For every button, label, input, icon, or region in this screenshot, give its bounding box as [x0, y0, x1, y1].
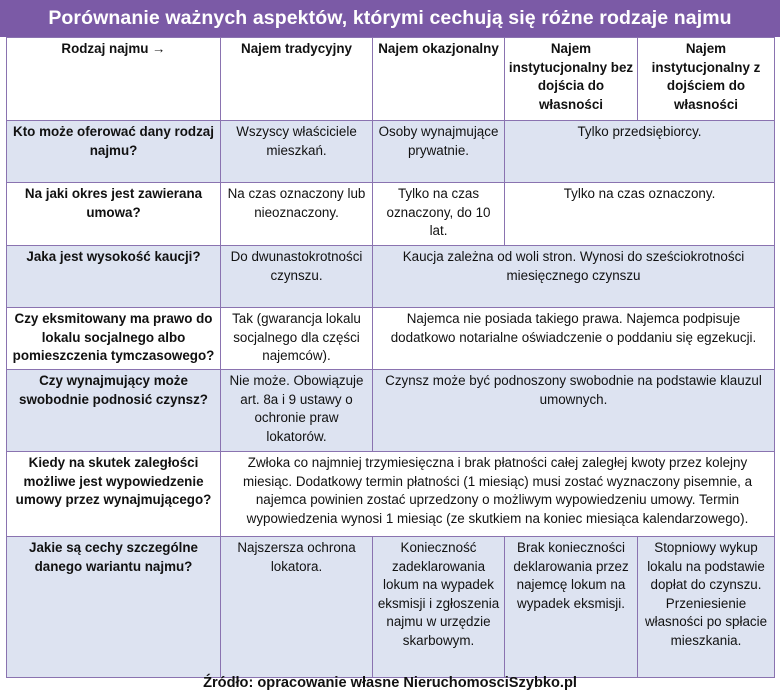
cell-tradycyjny: Nie może. Obowiązuje art. 8a i 9 ustawy o ochronie praw lokatorów. — [221, 370, 373, 452]
header-rodzaj-najmu: Rodzaj najmu → — [7, 38, 221, 121]
cell-tradycyjny: Do dwunastokrotności czynszu. — [221, 246, 373, 308]
cell-wszystkie: Zwłoka co najmniej trzymiesięczna i brak płatności całej zaległej kwoty przez kolejny miesiąc. Dodatkowy termin płatności (1 miesiąc) musi zostać wyznaczony pisemnie, a najemca powinien zostać uprzedzony o możliwym wypowiedzeniu umowy. Termin wypowiedzenia wynosi 1 miesiąc (ze skutkiem na koniec miesiąca kalendarzowego). — [221, 452, 775, 537]
cell-tradycyjny: Tak (gwarancja lokalu socjalnego dla części najemców). — [221, 308, 373, 370]
table-row — [7, 452, 775, 537]
cell-pozostale: Kaucja zależna od woli stron. Wynosi do sześciokrotności miesięcznego czynszu — [373, 246, 775, 308]
cell-instytucjonalny: Tylko przedsiębiorcy. — [505, 121, 775, 183]
header-najem-okazjonalny: Najem okazjonalny — [373, 38, 505, 121]
cell-inst-bez: Brak konieczności deklarowania przez najemcę lokum na wypadek eksmisji. — [505, 537, 638, 678]
table-row — [7, 308, 775, 370]
table-title: Porównanie ważnych aspektów, którymi cechują się różne rodzaje najmu — [0, 0, 780, 37]
cell-inst-z: Stopniowy wykup lokalu na podstawie dopłat do czynszu. Przeniesienie własności po spłacie mieszkania. — [638, 537, 775, 678]
cell-pozostale: Najemca nie posiada takiego prawa. Najemca podpisuje dodatkowo notarialne oświadczenie o poddaniu się egzekucji. — [373, 308, 775, 370]
row-question: Czy wynajmujący może swobodnie podnosić czynsz? — [7, 370, 221, 452]
header-row — [7, 38, 775, 121]
cell-okazjonalny: Osoby wynajmujące prywatnie. — [373, 121, 505, 183]
cell-tradycyjny: Najszersza ochrona lokatora. — [221, 537, 373, 678]
cell-tradycyjny: Na czas oznaczony lub nieoznaczony. — [221, 183, 373, 246]
header-najem-instytucjonalny-z: Najem instytucjonalny z dojściem do własności — [638, 38, 775, 121]
table-row — [7, 537, 775, 678]
cell-tradycyjny: Wszyscy właściciele mieszkań. — [221, 121, 373, 183]
cell-okazjonalny: Tylko na czas oznaczony, do 10 lat. — [373, 183, 505, 246]
comparison-table — [6, 37, 775, 678]
table-row — [7, 370, 775, 452]
cell-okazjonalny: Konieczność zadeklarowania lokum na wypadek eksmisji i zgłoszenia najmu w urzędzie skarbowym. — [373, 537, 505, 678]
table-row — [7, 121, 775, 183]
table-row — [7, 183, 775, 246]
source-note: Źródło: opracowanie własne NieruchomosciSzybko.pl — [203, 675, 577, 691]
row-question: Na jaki okres jest zawierana umowa? — [7, 183, 221, 246]
row-question: Kto może oferować dany rodzaj najmu? — [7, 121, 221, 183]
cell-pozostale: Czynsz może być podnoszony swobodnie na podstawie klauzul umownych. — [373, 370, 775, 452]
cell-instytucjonalny: Tylko na czas oznaczony. — [505, 183, 775, 246]
header-najem-tradycyjny: Najem tradycyjny — [221, 38, 373, 121]
table-row — [7, 246, 775, 308]
header-najem-instytucjonalny-bez: Najem instytucjonalny bez dojścia do własności — [505, 38, 638, 121]
row-question: Czy eksmitowany ma prawo do lokalu socjalnego albo pomieszczenia tymczasowego? — [7, 308, 221, 370]
row-question: Jakie są cechy szczególne danego wariantu najmu? — [7, 537, 221, 678]
row-question: Kiedy na skutek zaległości możliwe jest wypowiedzenie umowy przez wynajmującego? — [7, 452, 221, 537]
row-question: Jaka jest wysokość kaucji? — [7, 246, 221, 308]
